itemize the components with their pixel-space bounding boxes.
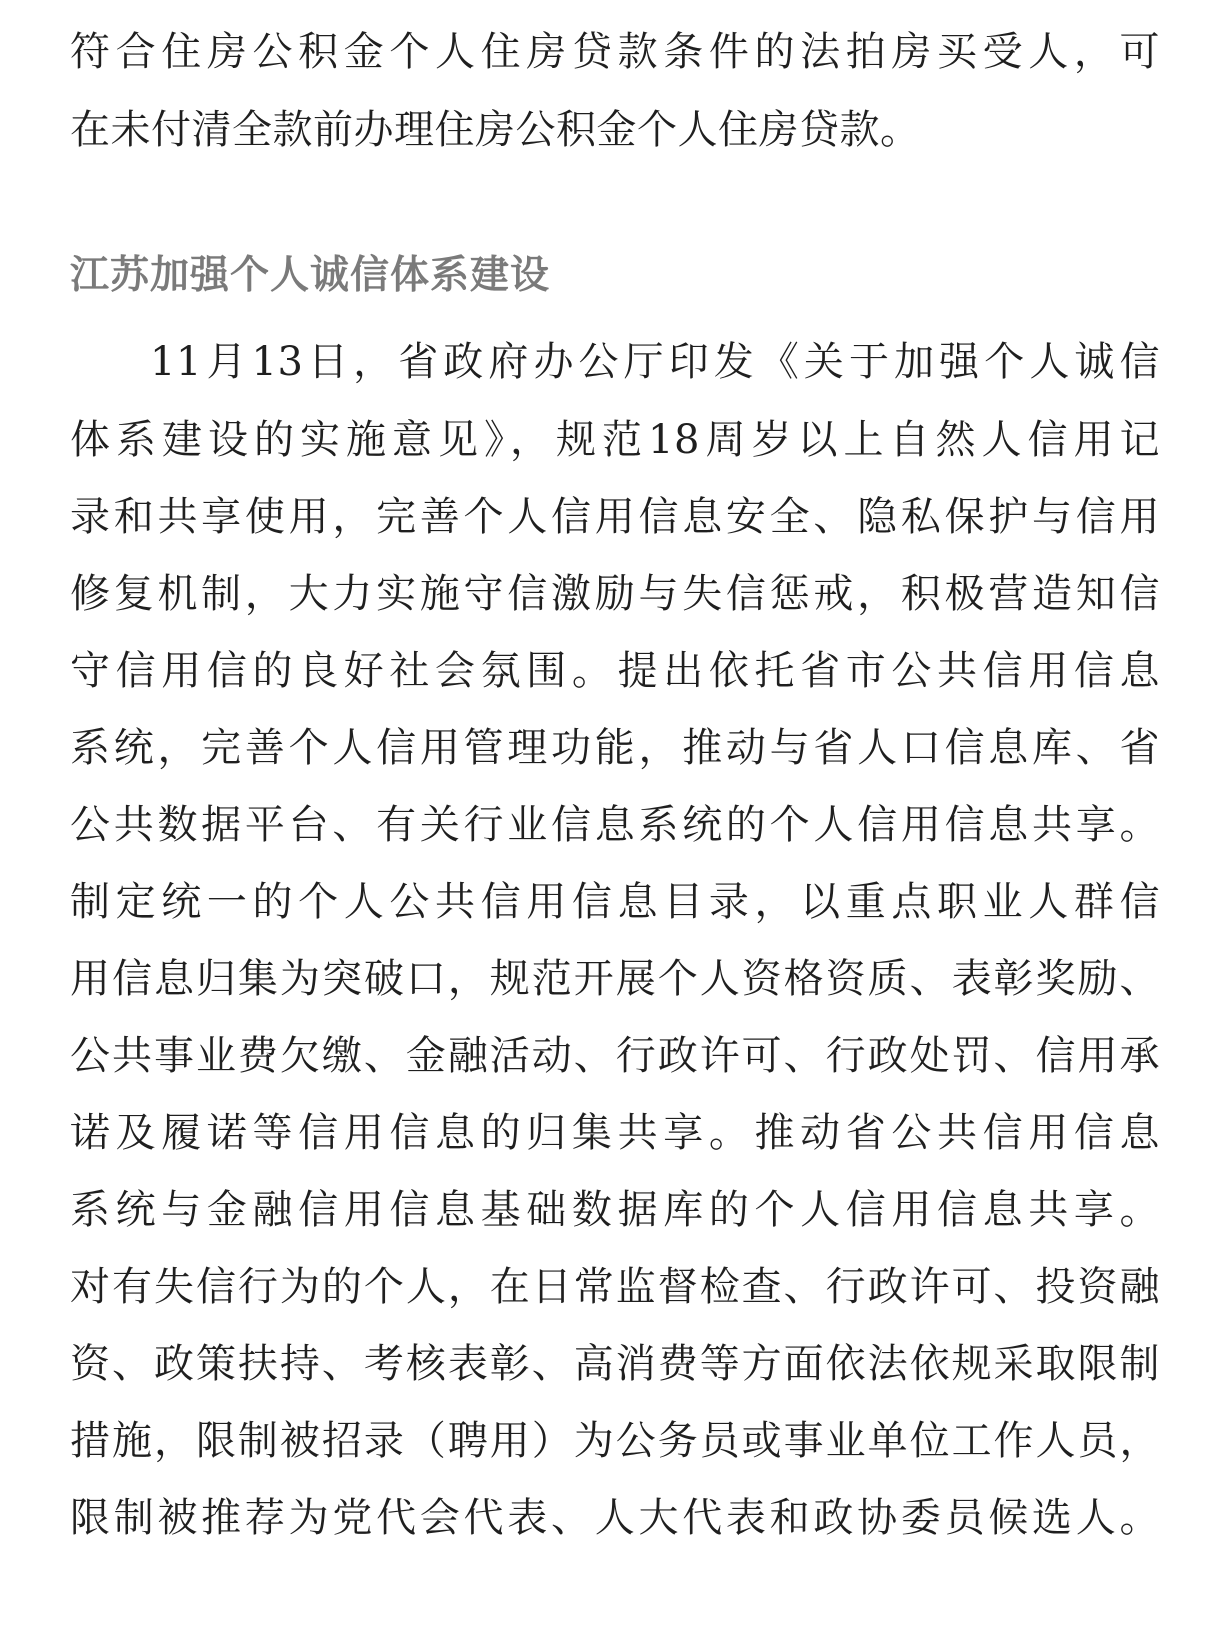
paragraph-line: 11月13日，省政府办公厅印发《关于加强个人诚信: [150, 339, 1160, 385]
paragraph-line: 用信息归集为突破口，规范开展个人资格资质、表彰奖励、: [70, 956, 1160, 1002]
paragraph-line: 措施，限制被招录（聘用）为公务员或事业单位工作人员，: [70, 1418, 1160, 1464]
paragraph-line: 资、政策扶持、考核表彰、高消费等方面依法依规采取限制: [70, 1341, 1160, 1387]
paragraph-line: 诺及履诺等信用信息的归集共享。推动省公共信用信息: [70, 1110, 1160, 1156]
intro-line: 在未付清全款前办理住房公积金个人住房贷款。: [70, 107, 921, 153]
section-heading: 江苏加强个人诚信体系建设: [70, 253, 551, 298]
paragraph-line: 公共数据平台、有关行业信息系统的个人信用信息共享。: [70, 802, 1160, 848]
paragraph-line: 守信用信的良好社会氛围。提出依托省市公共信用信息: [70, 648, 1160, 694]
paragraph-line: 录和共享使用，完善个人信用信息安全、隐私保护与信用: [70, 494, 1160, 540]
paragraph-line: 系统，完善个人信用管理功能，推动与省人口信息库、省: [70, 725, 1160, 771]
paragraph-line: 体系建设的实施意见》，规范18周岁以上自然人信用记: [70, 417, 1160, 463]
paragraph-line: 系统与金融信用信息基础数据库的个人信用信息共享。: [70, 1187, 1160, 1233]
paragraph-line: 制定统一的个人公共信用信息目录，以重点职业人群信: [70, 879, 1160, 925]
intro-line: 符合住房公积金个人住房贷款条件的法拍房买受人，可: [70, 29, 1160, 75]
paragraph-line: 修复机制，大力实施守信激励与失信惩戒，积极营造知信: [70, 571, 1160, 617]
paragraph-line: 限制被推荐为党代会代表、人大代表和政协委员候选人。: [70, 1495, 1160, 1541]
paragraph-line: 公共事业费欠缴、金融活动、行政许可、行政处罚、信用承: [70, 1033, 1160, 1079]
paragraph-line: 对有失信行为的个人，在日常监督检查、行政许可、投资融: [70, 1264, 1160, 1310]
